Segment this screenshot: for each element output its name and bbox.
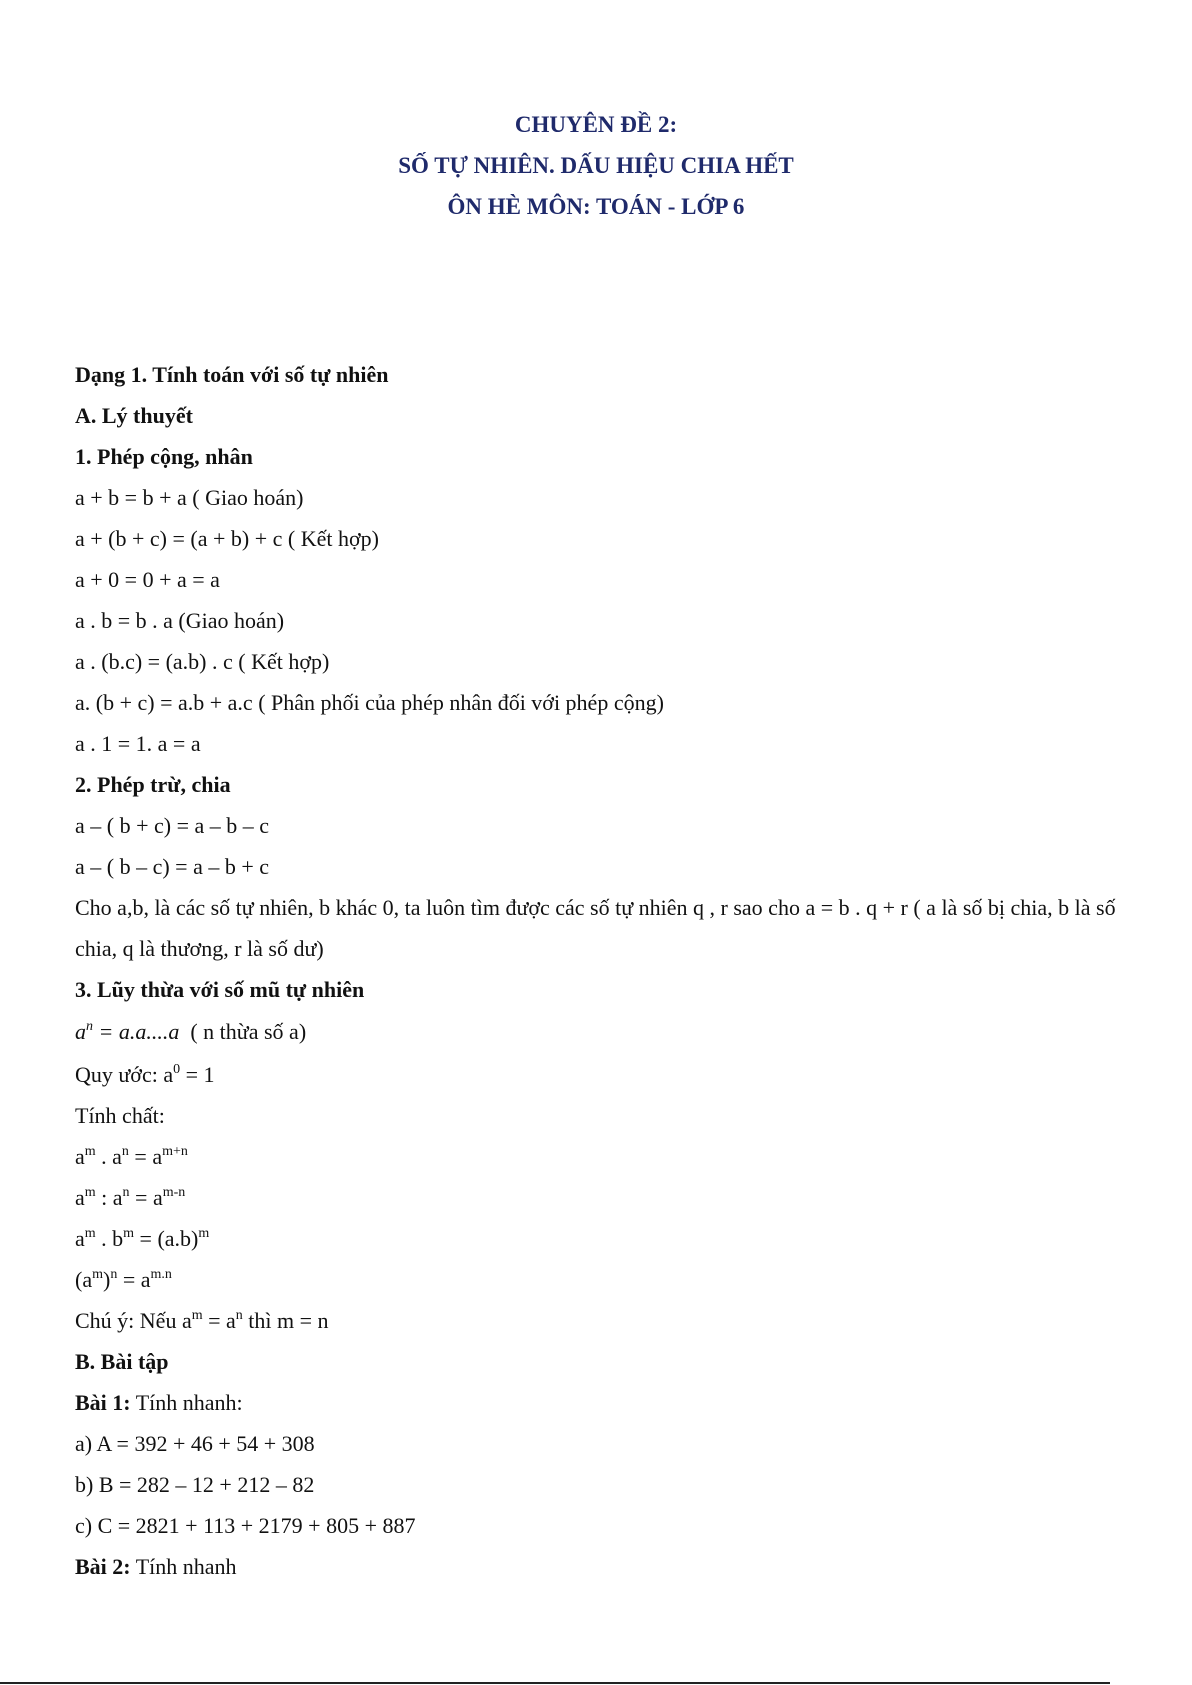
s1-line: a . (b.c) = (a.b) . c ( Kết hợp) bbox=[75, 649, 330, 674]
s2-line: a – ( b – c) = a – b + c bbox=[75, 854, 270, 879]
doc-title-line2: SỐ TỰ NHIÊN. DẤU HIỆU CHIA HẾT bbox=[398, 153, 794, 178]
convention-rhs: = 1 bbox=[185, 1062, 215, 1087]
p2-eq: = a bbox=[135, 1185, 163, 1210]
bai1-item: a) A = 392 + 46 + 54 + 308 bbox=[75, 1431, 315, 1456]
p2-exp-m: m bbox=[84, 1185, 96, 1200]
p3-exp-result: m bbox=[198, 1226, 210, 1241]
bai1-label: Bài 1: bbox=[75, 1390, 131, 1415]
power-expansion: = a.a....a bbox=[98, 1019, 180, 1044]
power-note bbox=[75, 1300, 1125, 1341]
bai1-item: c) C = 2821 + 113 + 2179 + 805 + 887 bbox=[75, 1513, 416, 1538]
s1-line: a. (b + c) = a.b + a.c ( Phân phối của phép nhân đối với phép cộng) bbox=[75, 690, 664, 715]
bai1-prompt bbox=[75, 1382, 1125, 1423]
section-a-heading: A. Lý thuyết bbox=[75, 403, 193, 428]
s3-heading: 3. Lũy thừa với số mũ tự nhiên bbox=[75, 977, 365, 1002]
power-definition bbox=[75, 1010, 1125, 1054]
s1-line: a + (b + c) = (a + b) + c ( Kết hợp) bbox=[75, 526, 379, 551]
power-exponent: n bbox=[86, 1019, 93, 1034]
p1-exp-n: n bbox=[121, 1144, 129, 1159]
s1-heading: 1. Phép cộng, nhân bbox=[75, 444, 253, 469]
doc-title-line1: CHUYÊN ĐỀ 2: bbox=[514, 112, 678, 137]
s1-line: a + 0 = 0 + a = a bbox=[75, 567, 220, 592]
p3-base: a bbox=[75, 1226, 85, 1251]
s2-heading: 2. Phép trừ, chia bbox=[75, 772, 231, 797]
p3-exp-m: m bbox=[84, 1226, 96, 1241]
p4-open: (a bbox=[75, 1267, 93, 1292]
p2-base: a bbox=[75, 1185, 85, 1210]
p4-exp-result: m.n bbox=[150, 1267, 172, 1282]
note-exp-n: n bbox=[235, 1308, 243, 1323]
s1-line: a . 1 = 1. a = a bbox=[75, 731, 201, 756]
s2-line: a – ( b + c) = a – b – c bbox=[75, 813, 270, 838]
s1-line: a . b = b . a (Giao hoán) bbox=[75, 608, 285, 633]
p3-exp-m2: m bbox=[123, 1226, 135, 1241]
p4-exp-n: n bbox=[110, 1267, 118, 1282]
p1-eq: = a bbox=[134, 1144, 163, 1169]
p1-exp-result: m+n bbox=[162, 1144, 188, 1159]
doc-title-line3: ÔN HÈ MÔN: TOÁN - LỚP 6 bbox=[447, 194, 745, 219]
properties-label: Tính chất: bbox=[75, 1103, 165, 1128]
property-product-base bbox=[75, 1218, 1125, 1259]
section-b-heading: B. Bài tập bbox=[75, 1349, 169, 1374]
p3-eq: = (a.b) bbox=[139, 1226, 199, 1251]
power-definition-note: ( n thừa số a) bbox=[190, 1019, 307, 1044]
note-end: thì m = n bbox=[248, 1308, 329, 1333]
p2-exp-result: m-n bbox=[162, 1185, 186, 1200]
p1-base: a bbox=[75, 1144, 85, 1169]
bai2-text: Tính nhanh bbox=[135, 1554, 237, 1579]
dang1-heading: Dạng 1. Tính toán với số tự nhiên bbox=[75, 362, 389, 387]
bai1-text: Tính nhanh: bbox=[135, 1390, 243, 1415]
bai1-item: b) B = 282 – 12 + 212 – 82 bbox=[75, 1472, 315, 1497]
property-product bbox=[75, 1136, 1125, 1177]
note-exp-m: m bbox=[191, 1308, 203, 1323]
s2-paragraph: Cho a,b, là các số tự nhiên, b khác 0, ta luôn tìm được các số tự nhiên q , r sao cho a = b . q + r ( a là số bị chia, b là số chia, q là thương, r là số dư) bbox=[75, 895, 1116, 961]
document-body bbox=[75, 354, 1125, 1587]
p3-op: . b bbox=[101, 1226, 124, 1251]
p2-op: : a bbox=[101, 1185, 123, 1210]
note-mid: = a bbox=[208, 1308, 236, 1333]
p1-exp-m: m bbox=[84, 1144, 96, 1159]
property-power-of-power bbox=[75, 1259, 1125, 1300]
p4-exp-m: m bbox=[92, 1267, 103, 1282]
s1-line: a + b = b + a ( Giao hoán) bbox=[75, 485, 304, 510]
power-convention bbox=[75, 1054, 1125, 1095]
p4-eq: = a bbox=[122, 1267, 151, 1292]
note-label: Chú ý: Nếu a bbox=[75, 1308, 192, 1333]
p1-dot: . a bbox=[101, 1144, 122, 1169]
convention-label: Quy ước: a bbox=[75, 1062, 174, 1087]
page-bottom-rule bbox=[0, 1682, 1110, 1684]
property-quotient bbox=[75, 1177, 1125, 1218]
convention-exponent: 0 bbox=[173, 1062, 181, 1077]
bai2-prompt bbox=[75, 1546, 1125, 1587]
bai2-label: Bài 2: bbox=[75, 1554, 131, 1579]
p2-exp-n: n bbox=[122, 1185, 130, 1200]
power-base: a bbox=[75, 1019, 86, 1044]
p4-close: ) bbox=[102, 1267, 111, 1292]
